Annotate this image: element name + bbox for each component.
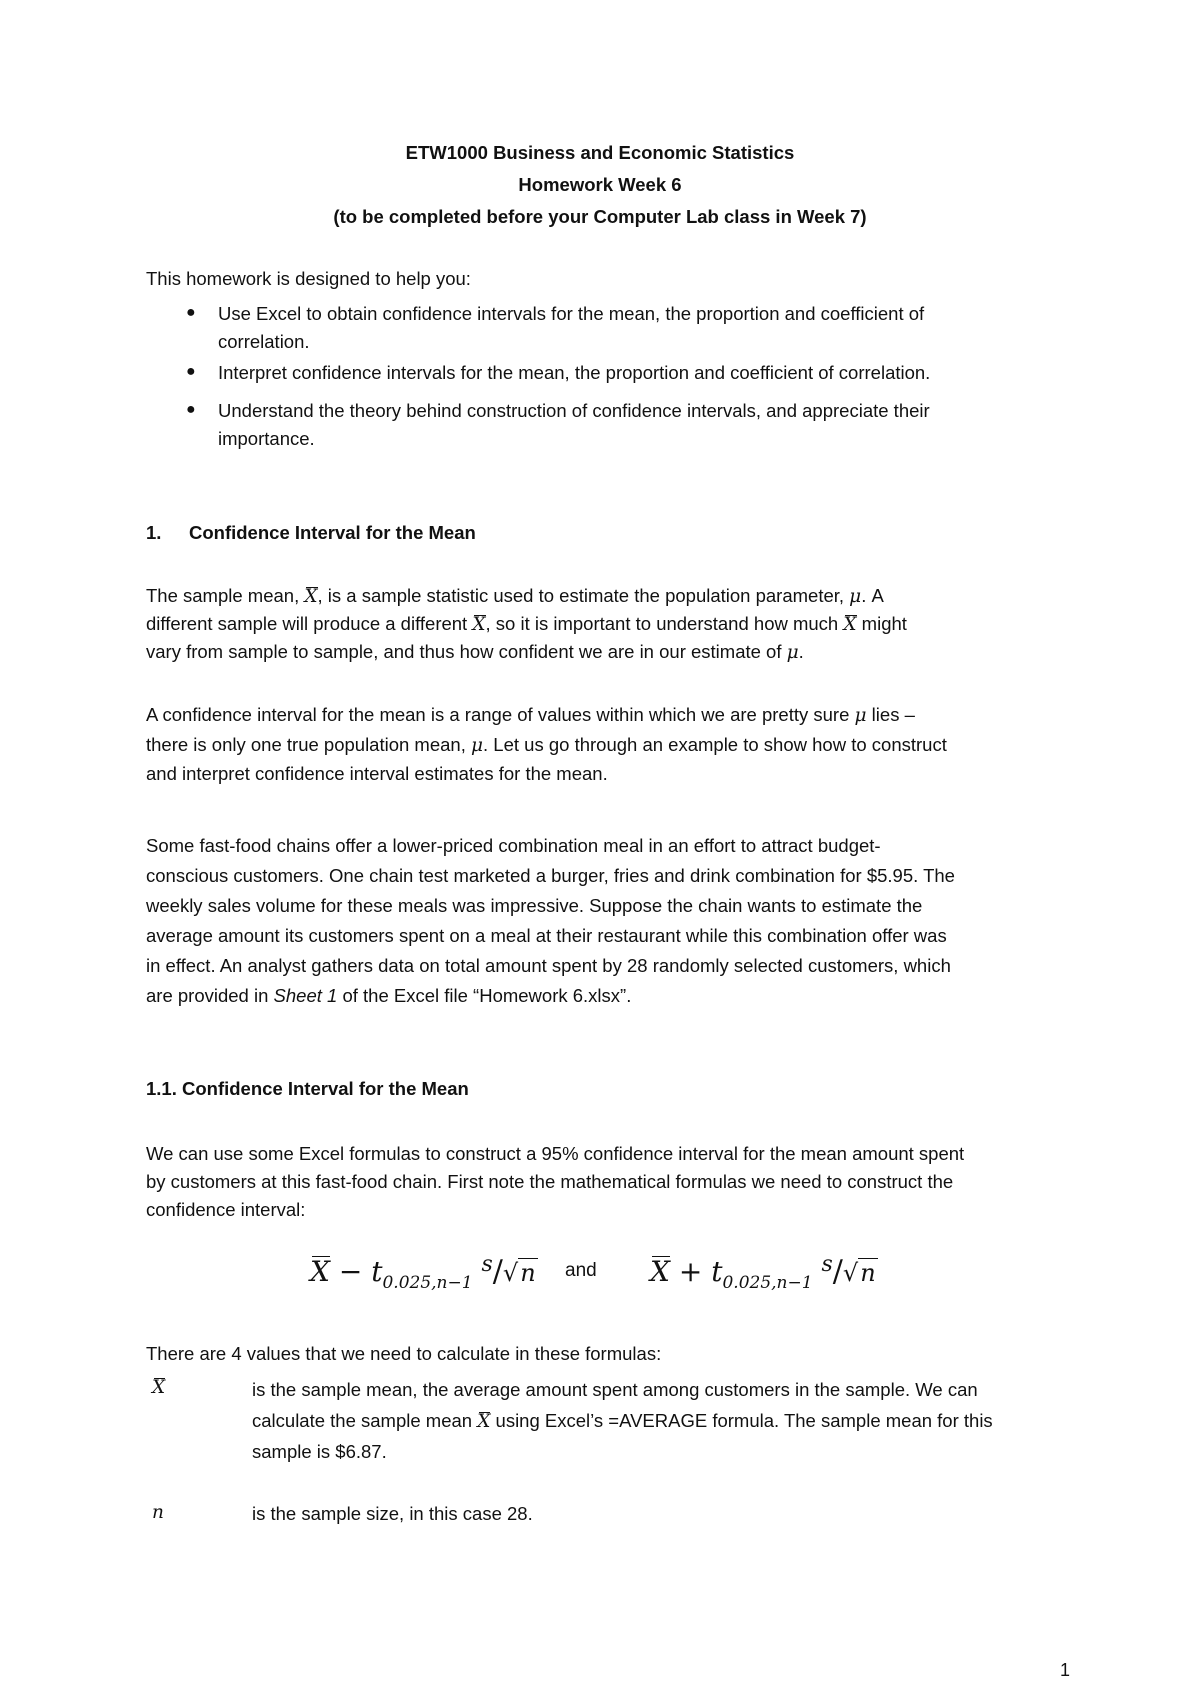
- paragraph-line: confidence interval:: [146, 1199, 306, 1220]
- definition-symbol: X: [152, 1377, 166, 1398]
- definition-line: is the sample size, in this case 28.: [252, 1503, 533, 1524]
- intro-lead: This homework is designed to help you:: [146, 268, 471, 289]
- paragraph-line: in effect. An analyst gathers data on total amount spent by 28 randomly selected customers, which: [146, 955, 951, 976]
- paragraph-line: are provided in Sheet 1 of the Excel file “Homework 6.xlsx”.: [146, 985, 632, 1006]
- formula-and: and: [565, 1260, 597, 1281]
- paragraph-line: average amount its customers spent on a meal at their restaurant while this combination offer was: [146, 925, 947, 946]
- bullet-3-line-1: Understand the theory behind construction of confidence intervals, and appreciate their: [218, 400, 930, 421]
- paragraph-line: We can use some Excel formulas to construct a 95% confidence interval for the mean amount spent: [146, 1143, 965, 1164]
- paragraph-line: There are 4 values that we need to calculate in these formulas:: [146, 1343, 662, 1364]
- definition-symbol: n: [152, 1502, 164, 1523]
- paragraph-line: there is only one true population mean, μ. Let us go through an example to show how to construct: [146, 734, 947, 756]
- xbar-symbol: X: [472, 614, 486, 635]
- paragraph-line: different sample will produce a different X, so it is important to understand how much X might: [146, 613, 907, 635]
- sqrt-symbol: √n: [842, 1259, 876, 1287]
- sqrt-symbol: √n: [502, 1259, 536, 1287]
- document-title: ETW1000 Business and Economic Statistics: [405, 142, 795, 163]
- bullet-marker: ●: [186, 363, 196, 380]
- paragraph-line: The sample mean, X, is a sample statistic used to estimate the population parameter, μ. A: [146, 585, 884, 607]
- definition-line: calculate the sample mean X using Excel’s =AVERAGE formula. The sample mean for this: [252, 1410, 993, 1432]
- section-1-number: 1.: [146, 522, 162, 543]
- paragraph-line: weekly sales volume for these meals was impressive. Suppose the chain wants to estimate the: [146, 895, 923, 916]
- paragraph-line: vary from sample to sample, and thus how confident we are in our estimate of μ.: [146, 641, 804, 663]
- definition-line: is the sample mean, the average amount spent among customers in the sample. We can: [252, 1379, 978, 1400]
- bullet-1-line-2: correlation.: [218, 331, 310, 352]
- mu-symbol: μ: [854, 705, 867, 726]
- xbar-symbol: X: [304, 586, 318, 607]
- mu-symbol: μ: [849, 586, 862, 607]
- page-number: 1: [1060, 1660, 1071, 1680]
- bullet-marker: ●: [186, 304, 196, 321]
- paragraph-line: conscious customers. One chain test marketed a burger, fries and drink combination for $5.95. The: [146, 865, 955, 886]
- paragraph-line: by customers at this fast-food chain. First note the mathematical formulas we need to construct the: [146, 1171, 954, 1192]
- section-1-heading: Confidence Interval for the Mean: [189, 522, 476, 543]
- section-1-1-heading: 1.1. Confidence Interval for the Mean: [146, 1078, 469, 1099]
- document-note: (to be completed before your Computer Lab class in Week 7): [333, 206, 867, 227]
- paragraph-line: Some fast-food chains offer a lower-priced combination meal in an effort to attract budget-: [146, 835, 881, 856]
- lower-bound-formula: $X - t_{0.025,n-1}$ $^s$/√n: [310, 1252, 536, 1293]
- document-subtitle: Homework Week 6: [518, 174, 682, 195]
- mu-symbol: μ: [786, 642, 799, 663]
- xbar-symbol: X: [477, 1411, 491, 1432]
- bullet-3-line-2: importance.: [218, 428, 315, 449]
- bullet-1-line-1: Use Excel to obtain confidence intervals for the mean, the proportion and coefficient of: [218, 303, 925, 324]
- bullet-2-line-1: Interpret confidence intervals for the mean, the proportion and coefficient of correlation.: [218, 362, 931, 383]
- definition-line: sample is $6.87.: [252, 1441, 387, 1462]
- paragraph-line: and interpret confidence interval estimates for the mean.: [146, 763, 608, 784]
- bullet-marker: ●: [186, 401, 196, 418]
- mu-symbol: μ: [471, 735, 484, 756]
- xbar-symbol: X: [843, 614, 857, 635]
- upper-bound-formula: $X + t_{0.025,n-1}$ $^s$/√n: [650, 1252, 876, 1293]
- paragraph-line: A confidence interval for the mean is a range of values within which we are pretty sure μ lies –: [146, 704, 915, 726]
